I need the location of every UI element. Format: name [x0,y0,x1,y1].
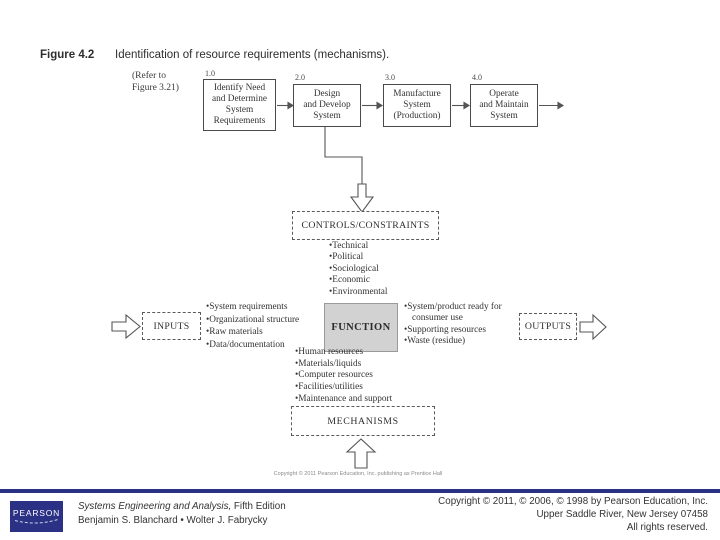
mechanisms-box: MECHANISMS [291,406,435,436]
inputs-box: INPUTS [142,312,201,340]
process-box-operate-maintain [470,84,538,127]
process-box-line: and Maintain [479,100,529,111]
elbow-connector [325,127,362,184]
process-box-line: and Develop [303,100,351,111]
list-item: • Waste (residue) [404,336,504,347]
up-block-arrow-icon [347,439,375,468]
list-item: • Materials/liquids [295,359,392,371]
list-item: • Sociological [329,264,388,275]
list-item: • Economic [329,275,388,286]
pearson-logo-text: PEARSON [12,507,61,518]
function-box: FUNCTION [324,303,398,352]
process-box-line: System [313,110,341,121]
footer-copyright [438,495,708,535]
book-authors: Benjamin S. Blanchard • Wolter J. Fabrycky [78,514,268,526]
process-box-line: Design [313,89,341,100]
copyright-line-3: All rights reserved. [626,522,708,534]
flow-arrowhead-2 [377,103,382,109]
copyright-line-2: Upper Saddle River, New Jersey 07458 [536,509,708,521]
process-box-line: System [403,100,431,111]
process-box-line: and Determine [212,94,267,105]
list-item: • Technical [329,241,388,252]
process-box-line: (Production) [393,110,441,121]
process-box-identify-need [203,79,276,131]
book-edition: Fifth Edition [231,501,286,512]
diagram-copyright-note: Copyright © 2011 Pearson Education, Inc. publishing as Prentice Hall [273,471,443,477]
refer-note-line2: Figure 3.21) [132,82,179,93]
process-box-line: Operate [489,89,519,100]
list-item: • Computer resources [295,370,392,382]
outputs-block-arrow-icon [580,315,606,339]
outputs-box: OUTPUTS [519,313,577,340]
pearson-logo [10,501,63,532]
footer-divider [0,489,720,493]
process-box-3-number: 3.0 [385,73,395,82]
controls-list [329,241,388,298]
outputs-list [404,302,504,348]
controls-constraints-box: CONTROLS/CONSTRAINTS [292,211,439,240]
refer-note [132,71,179,94]
process-box-line: Manufacture [393,89,441,100]
inputs-list [206,301,299,351]
refer-note-line1: (Refer to [132,71,167,81]
process-box-design-develop [293,84,361,127]
list-item: • System requirements [206,301,299,314]
figure-label: Figure 4.2 [40,49,95,61]
inputs-block-arrow-icon [112,315,140,338]
flow-arrowhead-3 [464,103,469,109]
process-box-1-number: 1.0 [205,69,215,78]
list-item: • Political [329,252,388,263]
flow-arrowhead-4 [558,103,563,109]
list-item: • Data/documentation [206,339,299,352]
figure-caption: Identification of resource requirements (mechanisms). [115,49,390,61]
pearson-swoosh-icon [13,518,60,526]
down-block-arrow-icon [351,184,373,212]
process-box-line: System [490,110,518,121]
list-item: • Environmental [329,287,388,298]
book-info [78,500,286,527]
list-item: • Organizational structure [206,314,299,327]
process-box-2-number: 2.0 [295,73,305,82]
list-item: • Human resources [295,347,392,359]
book-title-line [78,500,286,514]
list-item: • System/product ready for consumer use [404,302,504,325]
book-title: Systems Engineering and Analysis, [78,501,232,512]
mechanisms-list [295,347,392,406]
process-box-line: System [225,105,254,115]
list-item: • Maintenance and support [295,394,392,406]
list-item: • Raw materials [206,326,299,339]
copyright-line-1: Copyright © 2011, © 2006, © 1998 by Pearson Education, Inc. [438,496,708,507]
process-box-line: Requirements [213,115,266,126]
list-item: • Supporting resources [404,325,504,336]
list-item: • Facilities/utilities [295,382,392,394]
process-box-line: Identify Need [213,83,266,94]
process-box-manufacture [383,84,451,127]
process-box-4-number: 4.0 [472,73,482,82]
